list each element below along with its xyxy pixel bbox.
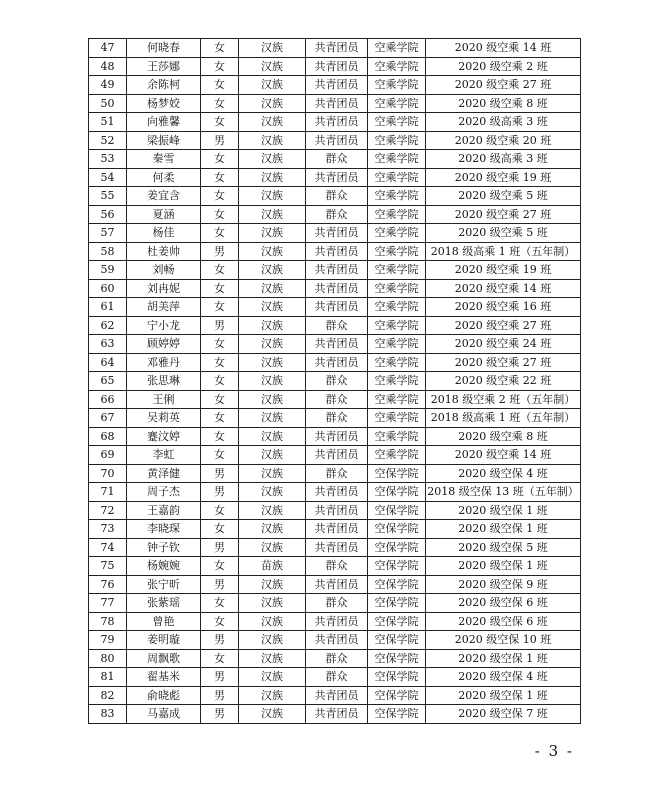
college-cell: 空乘学院	[368, 390, 426, 409]
class-cell: 2020 级空保 1 班	[426, 520, 581, 539]
table-row	[89, 409, 581, 428]
student-name-cell: 刘畅	[127, 261, 201, 280]
student-name-cell: 邓雅丹	[127, 353, 201, 372]
ethnicity-cell: 苗族	[239, 557, 306, 576]
student-name-cell: 刘冉妮	[127, 279, 201, 298]
gender-cell: 男	[201, 686, 239, 705]
political-status-cell: 群众	[306, 557, 368, 576]
table-row	[89, 57, 581, 76]
college-cell: 空乘学院	[368, 205, 426, 224]
student-name-cell: 杨梦姣	[127, 94, 201, 113]
gender-cell: 男	[201, 131, 239, 150]
class-cell: 2020 级空乘 27 班	[426, 205, 581, 224]
political-status-cell: 共青团员	[306, 131, 368, 150]
row-number-cell: 59	[89, 261, 127, 280]
college-cell: 空乘学院	[368, 353, 426, 372]
gender-cell: 男	[201, 483, 239, 502]
gender-cell: 女	[201, 427, 239, 446]
college-cell: 空保学院	[368, 631, 426, 650]
row-number-cell: 64	[89, 353, 127, 372]
table-row	[89, 168, 581, 187]
political-status-cell: 共青团员	[306, 686, 368, 705]
gender-cell: 女	[201, 57, 239, 76]
college-cell: 空乘学院	[368, 279, 426, 298]
student-roster-table	[88, 38, 581, 724]
student-name-cell: 蹇汶婷	[127, 427, 201, 446]
college-cell: 空保学院	[368, 668, 426, 687]
roster-body	[89, 39, 581, 724]
college-cell: 空保学院	[368, 649, 426, 668]
row-number-cell: 47	[89, 39, 127, 58]
gender-cell: 女	[201, 372, 239, 391]
student-name-cell: 姜宜含	[127, 187, 201, 206]
table-row	[89, 520, 581, 539]
ethnicity-cell: 汉族	[239, 150, 306, 169]
gender-cell: 男	[201, 464, 239, 483]
student-name-cell: 夏涵	[127, 205, 201, 224]
student-name-cell: 梁振峰	[127, 131, 201, 150]
political-status-cell: 群众	[306, 316, 368, 335]
table-row	[89, 705, 581, 724]
table-row	[89, 594, 581, 613]
college-cell: 空乘学院	[368, 150, 426, 169]
ethnicity-cell: 汉族	[239, 261, 306, 280]
class-cell: 2020 级空乘 14 班	[426, 39, 581, 58]
political-status-cell: 共青团员	[306, 705, 368, 724]
row-number-cell: 54	[89, 168, 127, 187]
page-number: - 3 -	[534, 742, 574, 760]
table-row	[89, 261, 581, 280]
class-cell: 2020 级空乘 8 班	[426, 427, 581, 446]
political-status-cell: 共青团员	[306, 446, 368, 465]
ethnicity-cell: 汉族	[239, 631, 306, 650]
table-row	[89, 224, 581, 243]
political-status-cell: 共青团员	[306, 242, 368, 261]
political-status-cell: 共青团员	[306, 76, 368, 95]
student-name-cell: 杨佳	[127, 224, 201, 243]
ethnicity-cell: 汉族	[239, 279, 306, 298]
gender-cell: 女	[201, 279, 239, 298]
row-number-cell: 62	[89, 316, 127, 335]
political-status-cell: 共青团员	[306, 631, 368, 650]
political-status-cell: 共青团员	[306, 57, 368, 76]
class-cell: 2020 级空保 1 班	[426, 649, 581, 668]
ethnicity-cell: 汉族	[239, 187, 306, 206]
gender-cell: 男	[201, 705, 239, 724]
table-row	[89, 335, 581, 354]
college-cell: 空乘学院	[368, 335, 426, 354]
table-row	[89, 668, 581, 687]
row-number-cell: 68	[89, 427, 127, 446]
gender-cell: 女	[201, 261, 239, 280]
class-cell: 2020 级空乘 22 班	[426, 372, 581, 391]
table-row	[89, 76, 581, 95]
political-status-cell: 群众	[306, 187, 368, 206]
college-cell: 空保学院	[368, 612, 426, 631]
political-status-cell: 共青团员	[306, 279, 368, 298]
ethnicity-cell: 汉族	[239, 113, 306, 132]
table-row	[89, 538, 581, 557]
class-cell: 2018 级空乘 2 班（五年制）	[426, 390, 581, 409]
college-cell: 空保学院	[368, 520, 426, 539]
class-cell: 2020 级空保 4 班	[426, 668, 581, 687]
class-cell: 2020 级空乘 24 班	[426, 335, 581, 354]
table-row	[89, 298, 581, 317]
student-name-cell: 王嘉韵	[127, 501, 201, 520]
political-status-cell: 共青团员	[306, 39, 368, 58]
ethnicity-cell: 汉族	[239, 668, 306, 687]
class-cell: 2020 级高乘 3 班	[426, 150, 581, 169]
table-row	[89, 316, 581, 335]
class-cell: 2020 级空乘 16 班	[426, 298, 581, 317]
college-cell: 空保学院	[368, 483, 426, 502]
table-row	[89, 187, 581, 206]
table-row	[89, 94, 581, 113]
student-name-cell: 姜明璇	[127, 631, 201, 650]
political-status-cell: 共青团员	[306, 575, 368, 594]
student-name-cell: 钟子钦	[127, 538, 201, 557]
student-name-cell: 胡美萍	[127, 298, 201, 317]
gender-cell: 男	[201, 575, 239, 594]
student-name-cell: 顾婷婷	[127, 335, 201, 354]
table-row	[89, 205, 581, 224]
gender-cell: 女	[201, 649, 239, 668]
political-status-cell: 共青团员	[306, 427, 368, 446]
ethnicity-cell: 汉族	[239, 335, 306, 354]
row-number-cell: 60	[89, 279, 127, 298]
political-status-cell: 共青团员	[306, 483, 368, 502]
row-number-cell: 48	[89, 57, 127, 76]
row-number-cell: 51	[89, 113, 127, 132]
class-cell: 2020 级空保 1 班	[426, 686, 581, 705]
gender-cell: 女	[201, 76, 239, 95]
table-row	[89, 372, 581, 391]
ethnicity-cell: 汉族	[239, 705, 306, 724]
gender-cell: 女	[201, 298, 239, 317]
college-cell: 空乘学院	[368, 409, 426, 428]
ethnicity-cell: 汉族	[239, 612, 306, 631]
ethnicity-cell: 汉族	[239, 446, 306, 465]
student-name-cell: 向雅馨	[127, 113, 201, 132]
table-row	[89, 39, 581, 58]
ethnicity-cell: 汉族	[239, 575, 306, 594]
class-cell: 2020 级空保 4 班	[426, 464, 581, 483]
row-number-cell: 75	[89, 557, 127, 576]
student-name-cell: 王俐	[127, 390, 201, 409]
ethnicity-cell: 汉族	[239, 57, 306, 76]
gender-cell: 男	[201, 538, 239, 557]
political-status-cell: 群众	[306, 649, 368, 668]
class-cell: 2018 级高乘 1 班（五年制）	[426, 242, 581, 261]
class-cell: 2020 级空乘 27 班	[426, 353, 581, 372]
class-cell: 2020 级空乘 19 班	[426, 168, 581, 187]
student-name-cell: 李晓琛	[127, 520, 201, 539]
class-cell: 2020 级空乘 14 班	[426, 446, 581, 465]
class-cell: 2020 级空乘 14 班	[426, 279, 581, 298]
political-status-cell: 共青团员	[306, 261, 368, 280]
table-row	[89, 575, 581, 594]
class-cell: 2020 级空保 1 班	[426, 557, 581, 576]
gender-cell: 女	[201, 39, 239, 58]
class-cell: 2020 级空乘 8 班	[426, 94, 581, 113]
college-cell: 空保学院	[368, 538, 426, 557]
table-row	[89, 427, 581, 446]
class-cell: 2020 级空保 6 班	[426, 612, 581, 631]
row-number-cell: 49	[89, 76, 127, 95]
political-status-cell: 共青团员	[306, 298, 368, 317]
political-status-cell: 共青团员	[306, 113, 368, 132]
gender-cell: 女	[201, 409, 239, 428]
student-name-cell: 张思琳	[127, 372, 201, 391]
college-cell: 空保学院	[368, 594, 426, 613]
row-number-cell: 71	[89, 483, 127, 502]
class-cell: 2020 级空乘 5 班	[426, 187, 581, 206]
student-name-cell: 张紫瑶	[127, 594, 201, 613]
row-number-cell: 79	[89, 631, 127, 650]
class-cell: 2020 级空乘 19 班	[426, 261, 581, 280]
ethnicity-cell: 汉族	[239, 427, 306, 446]
class-cell: 2020 级空乘 27 班	[426, 316, 581, 335]
row-number-cell: 73	[89, 520, 127, 539]
student-name-cell: 周飘歌	[127, 649, 201, 668]
row-number-cell: 52	[89, 131, 127, 150]
ethnicity-cell: 汉族	[239, 131, 306, 150]
gender-cell: 女	[201, 353, 239, 372]
student-name-cell: 吴莉英	[127, 409, 201, 428]
college-cell: 空乘学院	[368, 168, 426, 187]
gender-cell: 男	[201, 242, 239, 261]
table-row	[89, 631, 581, 650]
table-row	[89, 612, 581, 631]
college-cell: 空乘学院	[368, 76, 426, 95]
row-number-cell: 69	[89, 446, 127, 465]
ethnicity-cell: 汉族	[239, 390, 306, 409]
table-row	[89, 353, 581, 372]
gender-cell: 女	[201, 446, 239, 465]
gender-cell: 女	[201, 113, 239, 132]
student-name-cell: 周子杰	[127, 483, 201, 502]
class-cell: 2018 级高乘 1 班（五年制）	[426, 409, 581, 428]
gender-cell: 女	[201, 557, 239, 576]
row-number-cell: 57	[89, 224, 127, 243]
class-cell: 2020 级空保 1 班	[426, 501, 581, 520]
table-row	[89, 390, 581, 409]
student-name-cell: 秦雪	[127, 150, 201, 169]
student-name-cell: 李虹	[127, 446, 201, 465]
row-number-cell: 81	[89, 668, 127, 687]
college-cell: 空乘学院	[368, 131, 426, 150]
political-status-cell: 共青团员	[306, 501, 368, 520]
student-name-cell: 杜姜帅	[127, 242, 201, 261]
college-cell: 空保学院	[368, 705, 426, 724]
gender-cell: 男	[201, 631, 239, 650]
student-name-cell: 王莎娜	[127, 57, 201, 76]
class-cell: 2020 级空保 7 班	[426, 705, 581, 724]
table-row	[89, 501, 581, 520]
ethnicity-cell: 汉族	[239, 501, 306, 520]
gender-cell: 女	[201, 94, 239, 113]
student-name-cell: 杨婉婉	[127, 557, 201, 576]
political-status-cell: 共青团员	[306, 224, 368, 243]
ethnicity-cell: 汉族	[239, 316, 306, 335]
row-number-cell: 55	[89, 187, 127, 206]
ethnicity-cell: 汉族	[239, 649, 306, 668]
gender-cell: 女	[201, 224, 239, 243]
ethnicity-cell: 汉族	[239, 353, 306, 372]
class-cell: 2020 级空保 9 班	[426, 575, 581, 594]
ethnicity-cell: 汉族	[239, 168, 306, 187]
row-number-cell: 58	[89, 242, 127, 261]
political-status-cell: 群众	[306, 464, 368, 483]
row-number-cell: 61	[89, 298, 127, 317]
college-cell: 空保学院	[368, 464, 426, 483]
class-cell: 2020 级空乘 20 班	[426, 131, 581, 150]
student-name-cell: 翟基米	[127, 668, 201, 687]
gender-cell: 女	[201, 390, 239, 409]
college-cell: 空乘学院	[368, 224, 426, 243]
college-cell: 空保学院	[368, 557, 426, 576]
table-row	[89, 150, 581, 169]
ethnicity-cell: 汉族	[239, 39, 306, 58]
political-status-cell: 共青团员	[306, 168, 368, 187]
row-number-cell: 53	[89, 150, 127, 169]
college-cell: 空保学院	[368, 575, 426, 594]
college-cell: 空乘学院	[368, 57, 426, 76]
student-name-cell: 何柔	[127, 168, 201, 187]
gender-cell: 女	[201, 335, 239, 354]
row-number-cell: 66	[89, 390, 127, 409]
class-cell: 2018 级空保 13 班（五年制）	[426, 483, 581, 502]
gender-cell: 女	[201, 501, 239, 520]
college-cell: 空乘学院	[368, 94, 426, 113]
student-name-cell: 余陈柯	[127, 76, 201, 95]
table-row	[89, 483, 581, 502]
row-number-cell: 78	[89, 612, 127, 631]
political-status-cell: 群众	[306, 390, 368, 409]
student-name-cell: 曾艳	[127, 612, 201, 631]
row-number-cell: 65	[89, 372, 127, 391]
political-status-cell: 共青团员	[306, 94, 368, 113]
political-status-cell: 共青团员	[306, 538, 368, 557]
ethnicity-cell: 汉族	[239, 409, 306, 428]
political-status-cell: 群众	[306, 409, 368, 428]
class-cell: 2020 级空乘 27 班	[426, 76, 581, 95]
gender-cell: 男	[201, 668, 239, 687]
ethnicity-cell: 汉族	[239, 205, 306, 224]
college-cell: 空乘学院	[368, 427, 426, 446]
ethnicity-cell: 汉族	[239, 594, 306, 613]
college-cell: 空保学院	[368, 501, 426, 520]
college-cell: 空保学院	[368, 686, 426, 705]
row-number-cell: 76	[89, 575, 127, 594]
ethnicity-cell: 汉族	[239, 94, 306, 113]
row-number-cell: 83	[89, 705, 127, 724]
college-cell: 空乘学院	[368, 113, 426, 132]
gender-cell: 女	[201, 612, 239, 631]
table-row	[89, 686, 581, 705]
political-status-cell: 共青团员	[306, 335, 368, 354]
student-name-cell: 黄泽健	[127, 464, 201, 483]
gender-cell: 女	[201, 150, 239, 169]
college-cell: 空乘学院	[368, 316, 426, 335]
political-status-cell: 共青团员	[306, 612, 368, 631]
college-cell: 空乘学院	[368, 242, 426, 261]
row-number-cell: 63	[89, 335, 127, 354]
table-row	[89, 279, 581, 298]
political-status-cell: 群众	[306, 150, 368, 169]
gender-cell: 女	[201, 168, 239, 187]
student-name-cell: 马嘉成	[127, 705, 201, 724]
ethnicity-cell: 汉族	[239, 224, 306, 243]
student-name-cell: 俞晓彪	[127, 686, 201, 705]
row-number-cell: 72	[89, 501, 127, 520]
college-cell: 空乘学院	[368, 372, 426, 391]
college-cell: 空乘学院	[368, 446, 426, 465]
table-row	[89, 446, 581, 465]
table-row	[89, 649, 581, 668]
political-status-cell: 群众	[306, 668, 368, 687]
class-cell: 2020 级空乘 5 班	[426, 224, 581, 243]
ethnicity-cell: 汉族	[239, 372, 306, 391]
political-status-cell: 共青团员	[306, 353, 368, 372]
political-status-cell: 共青团员	[306, 520, 368, 539]
row-number-cell: 50	[89, 94, 127, 113]
college-cell: 空乘学院	[368, 261, 426, 280]
college-cell: 空乘学院	[368, 298, 426, 317]
political-status-cell: 群众	[306, 594, 368, 613]
student-name-cell: 何晓春	[127, 39, 201, 58]
ethnicity-cell: 汉族	[239, 538, 306, 557]
gender-cell: 男	[201, 316, 239, 335]
class-cell: 2020 级空保 10 班	[426, 631, 581, 650]
gender-cell: 女	[201, 205, 239, 224]
college-cell: 空乘学院	[368, 187, 426, 206]
class-cell: 2020 级高乘 3 班	[426, 113, 581, 132]
row-number-cell: 77	[89, 594, 127, 613]
gender-cell: 女	[201, 594, 239, 613]
student-name-cell: 张宁昕	[127, 575, 201, 594]
table-row	[89, 242, 581, 261]
ethnicity-cell: 汉族	[239, 242, 306, 261]
row-number-cell: 74	[89, 538, 127, 557]
ethnicity-cell: 汉族	[239, 76, 306, 95]
table-row	[89, 464, 581, 483]
ethnicity-cell: 汉族	[239, 298, 306, 317]
row-number-cell: 70	[89, 464, 127, 483]
row-number-cell: 80	[89, 649, 127, 668]
college-cell: 空乘学院	[368, 39, 426, 58]
row-number-cell: 82	[89, 686, 127, 705]
table-row	[89, 113, 581, 132]
table-row	[89, 557, 581, 576]
political-status-cell: 群众	[306, 205, 368, 224]
class-cell: 2020 级空乘 2 班	[426, 57, 581, 76]
ethnicity-cell: 汉族	[239, 520, 306, 539]
class-cell: 2020 级空保 5 班	[426, 538, 581, 557]
table-row	[89, 131, 581, 150]
row-number-cell: 56	[89, 205, 127, 224]
ethnicity-cell: 汉族	[239, 686, 306, 705]
gender-cell: 女	[201, 520, 239, 539]
political-status-cell: 群众	[306, 372, 368, 391]
class-cell: 2020 级空保 6 班	[426, 594, 581, 613]
student-name-cell: 宁小龙	[127, 316, 201, 335]
ethnicity-cell: 汉族	[239, 464, 306, 483]
row-number-cell: 67	[89, 409, 127, 428]
gender-cell: 女	[201, 187, 239, 206]
ethnicity-cell: 汉族	[239, 483, 306, 502]
